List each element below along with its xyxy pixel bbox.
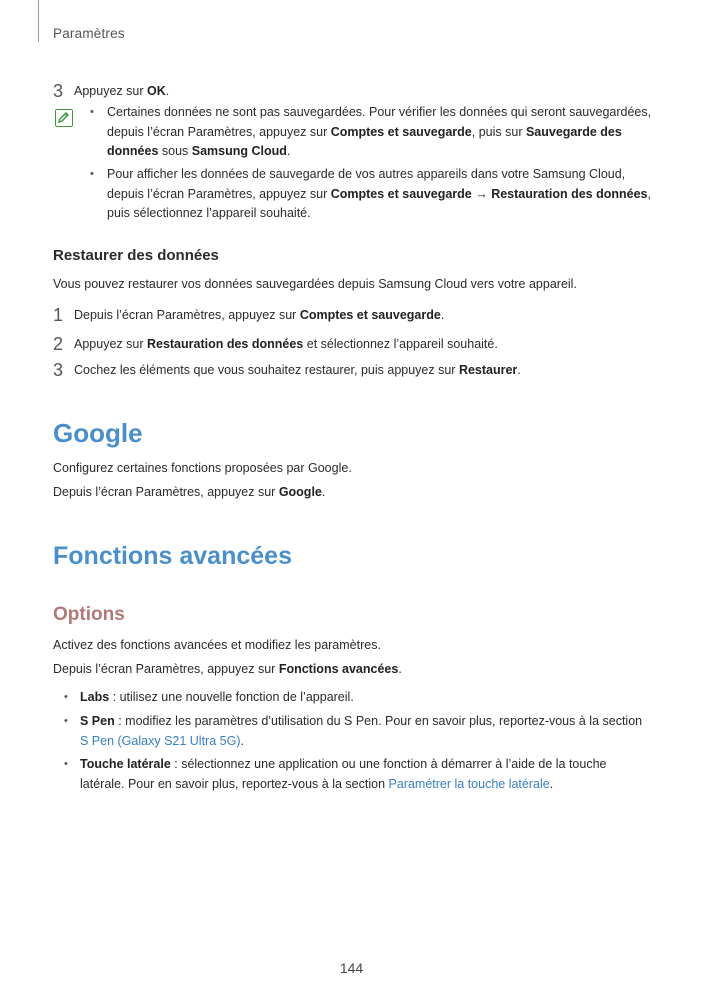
advanced-heading: Fonctions avancées — [53, 542, 292, 570]
section-header: Paramètres — [53, 26, 125, 41]
note-pencil-icon — [55, 109, 73, 127]
list-bullet: • — [64, 715, 68, 727]
note-bullet: • — [90, 106, 94, 118]
google-heading: Google — [53, 418, 143, 448]
step-text: Appuyez sur Restauration des données et sélectionnez l’appareil souhaité. — [74, 337, 498, 351]
google-instruction: Depuis l’écran Paramètres, appuyez sur Google. — [53, 485, 326, 499]
restore-heading: Restaurer des données — [53, 247, 219, 264]
header-rule — [38, 0, 39, 42]
restore-intro: Vous pouvez restaurer vos données sauvegardées depuis Samsung Cloud vers votre appareil. — [53, 277, 577, 291]
list-item-s-pen: S Pen : modifiez les paramètres d’utilisation du S Pen. Pour en savoir plus, reportez-vous à la section S Pen (Galaxy S21 Ultra 5G). — [80, 714, 643, 748]
note-item: Pour afficher les données de sauvegarde de vos autres appareils dans votre Samsung Cloud, depuis l’écran Paramètres, appuyez sur Comptes et sauvegarde → Restauration des données, puis sélectionnez l’appareil souhaité. — [107, 167, 651, 220]
note-bullet: • — [90, 168, 94, 180]
side-key-link[interactable]: Paramétrer la touche latérale — [388, 776, 550, 791]
step-number: 3 — [53, 81, 64, 101]
google-intro: Configurez certaines fonctions proposées par Google. — [53, 461, 352, 475]
step-text: Depuis l’écran Paramètres, appuyez sur Comptes et sauvegarde. — [74, 308, 445, 322]
step-text: Cochez les éléments que vous souhaitez restaurer, puis appuyez sur Restaurer. — [74, 363, 521, 377]
page-number: 144 — [339, 960, 364, 976]
s-pen-link[interactable]: S Pen (Galaxy S21 Ultra 5G) — [80, 733, 241, 748]
list-bullet: • — [64, 691, 68, 703]
step-number: 2 — [53, 334, 64, 354]
options-instruction: Depuis l’écran Paramètres, appuyez sur Fonctions avancées. — [53, 662, 402, 676]
step-text: Appuyez sur OK. — [74, 84, 170, 98]
step-number: 1 — [53, 305, 64, 325]
list-bullet: • — [64, 758, 68, 770]
list-item-side-key: Touche latérale : sélectionnez une application ou une fonction à démarrer à l’aide de la touche latérale. Pour en savoir plus, reportez-vous à la section Paramétrer la touche latérale. — [80, 757, 607, 791]
step-number: 3 — [53, 360, 64, 380]
options-intro: Activez des fonctions avancées et modifiez les paramètres. — [53, 638, 381, 652]
list-item-labs: Labs : utilisez une nouvelle fonction de l’appareil. — [80, 690, 354, 704]
note-item: Certaines données ne sont pas sauvegardées. Pour vérifier les données qui seront sauvegardées, depuis l’écran Paramètres, appuyez sur Comptes et sauvegarde, puis sur Sauvegarde des données sous Samsung Cloud. — [107, 105, 652, 158]
options-heading: Options — [53, 604, 125, 625]
